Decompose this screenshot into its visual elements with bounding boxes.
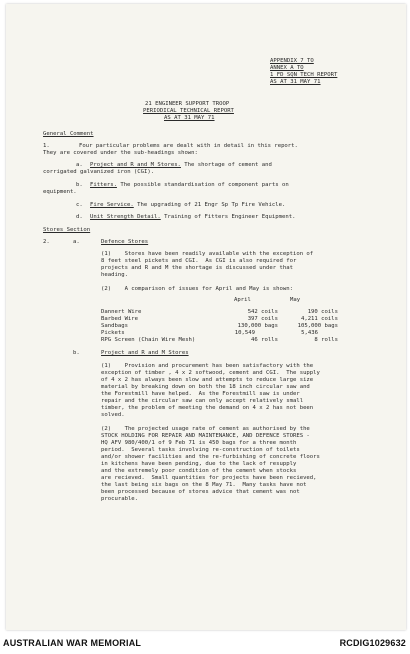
- project-stores-b2-line: procurable.: [101, 496, 139, 502]
- title-line-2: PERIODICAL TECHNICAL REPORT: [143, 108, 234, 114]
- general-item-line-2: corrigated galvanized iron (CGI).: [43, 169, 155, 175]
- defence-stores-p1-line: (1) Stores have been readily available with the exception of: [101, 251, 314, 257]
- table-row-april: 46 rolls: [251, 337, 278, 343]
- project-stores-b1-line: (1) Provision and procurement has been satisfactory with the: [101, 363, 314, 369]
- project-stores-b2-line: (2) The projected usage rate of cement as authorised by the: [101, 426, 310, 432]
- defence-stores-p2-intro: (2) A comparison of issues for April and May is shown:: [101, 286, 293, 292]
- general-item-heading: Project and R and M Stores.: [90, 162, 181, 168]
- project-stores-b2-line: and/or shower facilities and the re-furbishing of concrete floors: [101, 454, 320, 460]
- general-item-text: The shortage of cement and: [180, 162, 272, 168]
- general-item-letter: a.: [76, 162, 83, 168]
- title-line-1: 21 ENGINEER SUPPORT TROOP: [145, 101, 230, 107]
- project-stores-b2-line: in kitchens have been pending, due to the lack of resupply: [101, 461, 297, 467]
- title-line-3: AS AT 31 MAY 71: [164, 115, 215, 121]
- general-intro-line-2: They are covered under the sub-headings shown:: [43, 150, 198, 156]
- table-row-item: Sandbags: [101, 323, 128, 329]
- appendix-line-3: 1 FD SQN TECH REPORT: [270, 72, 338, 78]
- table-header-may: May: [290, 297, 301, 303]
- table-row-may: 190 coils: [307, 309, 338, 315]
- project-stores-b1-line: timber, the problem of meeting the demand on 4 x 2 has not been: [101, 405, 314, 411]
- general-item-line: [90, 202, 285, 209]
- project-stores-b2-line: HQ AFV 980/400/1 of 9 Feb 71 is 450 bags for a three month: [101, 440, 297, 446]
- general-item-line: [90, 182, 289, 189]
- table-row-item: Barbed Wire: [101, 316, 139, 322]
- appendix-line-4: AS AT 31 MAY 71: [270, 79, 321, 85]
- project-stores-b1-line: of 4 x 2 has always been slow and attempts to reduce large size: [101, 377, 314, 383]
- general-item-text: The upgrading of 21 Engr Sp Tp Fire Vehicle.: [133, 202, 286, 208]
- general-item-line: [90, 214, 295, 221]
- defence-stores-p1-line: projects and R and M the shortage is discussed under that: [101, 265, 293, 271]
- general-item-heading: Fitters.: [90, 182, 117, 188]
- table-row-may: 8 rolls: [314, 337, 338, 343]
- table-row-april: 10,549: [234, 330, 255, 336]
- table-row-april: 397 coils: [247, 316, 278, 322]
- general-item-letter: b.: [76, 182, 83, 188]
- table-row-april: 130,000 bags: [237, 323, 278, 329]
- project-stores-b2-line: the last being six bags on the 8 May 71. Many tasks have not: [101, 482, 307, 488]
- project-stores-b1-line: the Forestmill have helped. As the Forestmill saw is under: [101, 391, 300, 397]
- project-stores-b1-line: repair and the circular saw can only accept relatively small: [101, 398, 304, 404]
- project-stores-b2-line: STOCK HOLDING FOR REPAIR AND MAINTENANCE, AND DEFENCE STORES -: [101, 433, 310, 439]
- appendix-line-2: ANNEX A TO: [270, 65, 304, 71]
- project-stores-b2-line: and the extremely poor condition of the cement when stocks: [101, 468, 297, 474]
- archive-credit: AUSTRALIAN WAR MEMORIAL: [3, 638, 142, 648]
- stores-para-number: 2.: [43, 239, 50, 245]
- project-stores-b2-line: period. Several tasks involving re-construction of toilets: [101, 447, 300, 453]
- general-item-line-2: equipment.: [43, 189, 77, 195]
- table-header-april: April: [234, 297, 251, 303]
- general-heading: General Comment: [43, 131, 94, 137]
- table-row-may: 4,211 coils: [300, 316, 338, 322]
- general-intro-line-1: Four particular problems are dealt with in detail in this report.: [79, 143, 298, 149]
- general-para-number: 1.: [43, 143, 50, 149]
- table-row-item: Dannert Wire: [101, 309, 142, 315]
- document-page: [6, 4, 406, 630]
- archive-id: RCDIG1029632: [339, 638, 406, 648]
- general-item-text: Training of Fitters Engineer Equipment.: [160, 214, 296, 220]
- project-stores-heading: Project and R and M Stores: [101, 350, 189, 356]
- defence-stores-p1-line: heading.: [101, 272, 128, 278]
- table-row-may: 5,436: [301, 330, 318, 336]
- table-row-may: 105,000 bags: [297, 323, 338, 329]
- stores-b-letter: b.: [73, 350, 80, 356]
- project-stores-b2-line: been processed because of stores advice that cement was not: [101, 489, 300, 495]
- stores-a-letter: a.: [73, 239, 80, 245]
- general-item-heading: Fire Service.: [90, 202, 134, 208]
- appendix-line-1: APPENDIX 7 TO: [270, 58, 314, 64]
- project-stores-b1-line: solved.: [101, 412, 125, 418]
- project-stores-b1-line: exception of timber , 4 x 2 softwood, cement and CGI. The supply: [101, 370, 320, 376]
- defence-stores-p1-line: 8 feet steel pickets and CGI. As CGI is also required for: [101, 258, 297, 264]
- general-item-letter: d.: [76, 214, 83, 220]
- general-item-letter: c.: [76, 202, 83, 208]
- general-item-heading: Unit Strength Detail.: [90, 214, 161, 220]
- general-item-line: [90, 162, 272, 169]
- general-item-text: The possible standardisation of component parts on: [116, 182, 289, 188]
- table-row-item: RPG Screen (Chain Wire Mesh): [101, 337, 196, 343]
- stores-heading: Stores Section: [43, 227, 91, 233]
- defence-stores-heading: Defence Stores: [101, 239, 149, 245]
- table-row-item: Pickets: [101, 330, 125, 336]
- project-stores-b1-line: material by breaking down on both the 18 inch circular saw and: [101, 384, 310, 390]
- table-row-april: 542 coils: [247, 309, 278, 315]
- project-stores-b2-line: are recieved. Small quantities for projects have been recieved,: [101, 475, 317, 481]
